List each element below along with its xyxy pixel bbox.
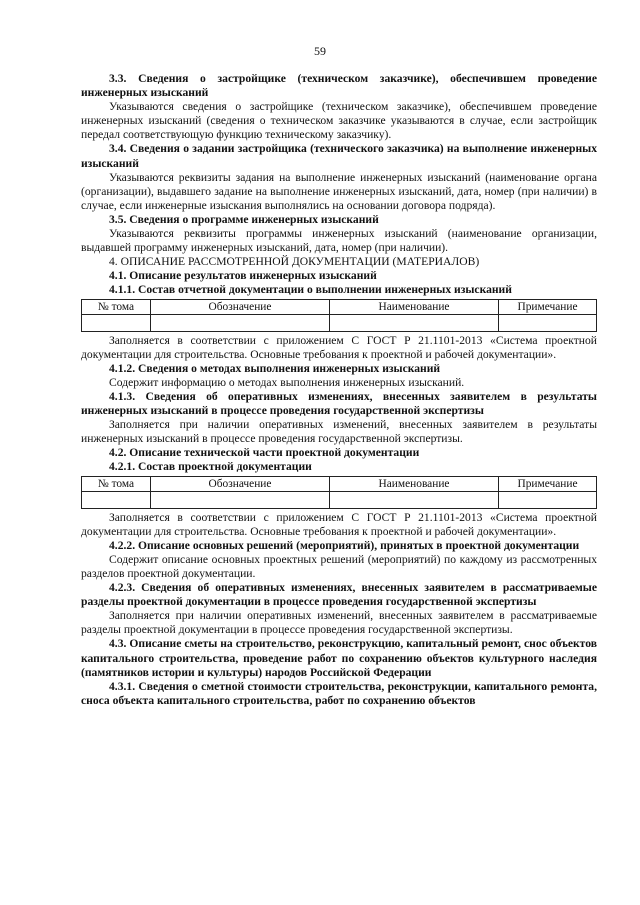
table-cell [499, 491, 597, 508]
heading-4-3: 4.3. Описание сметы на строительство, реконструкцию, капитальный ремонт, снос объектов капитального строительства, проведение работ по сохранению объектов культурного наследия (памятников истории и культуры) народов Российской Федерации [81, 637, 597, 679]
paragraph: Содержит описание основных проектных решений (мероприятий) по каждому из рассмотренных разделов проектной документации. [81, 552, 597, 580]
column-header: Наименование [330, 299, 499, 314]
heading-3-4: 3.4. Сведения о задании застройщика (технического заказчика) на выполнение инженерных изысканий [81, 142, 597, 170]
heading-4-1-1: 4.1.1. Состав отчетной документации о выполнении инженерных изысканий [109, 283, 512, 297]
heading-4-2-1: 4.2.1. Состав проектной документации [109, 460, 312, 474]
design-composition-table [81, 476, 597, 509]
heading-4-1: 4.1. Описание результатов инженерных изысканий [109, 269, 377, 283]
table-cell [82, 314, 151, 331]
column-header: Обозначение [151, 299, 330, 314]
paragraph: Заполняется в соответствии с приложением С ГОСТ Р 21.1101-2013 «Система проектной документации для строительства. Основные требования к проектной и рабочей документации». [81, 510, 597, 538]
heading-3-5: 3.5. Сведения о программе инженерных изысканий [109, 212, 379, 226]
column-header: № тома [82, 476, 151, 491]
heading-4-1-2: 4.1.2. Сведения о методах выполнения инженерных изысканий [109, 361, 441, 375]
column-header: № тома [82, 299, 151, 314]
table-row [82, 314, 597, 331]
paragraph: Заполняется при наличии оперативных изменений, внесенных заявителем в результаты инженерных изысканий в процессе проведения государственной экспертизы. [81, 418, 597, 446]
paragraph: Заполняется при наличии оперативных изменений, внесенных заявителем в рассматриваемые разделы проектной документации в процессе проведения государственной экспертизы. [81, 609, 597, 637]
paragraph: Указываются реквизиты программы инженерных изысканий (наименование организации, выдавшей программу инженерных изысканий, дата, номер (при наличии). [81, 227, 597, 255]
report-composition-table [81, 299, 597, 332]
column-header: Примечание [499, 299, 597, 314]
page-number: 59 [314, 44, 326, 58]
heading-3-3: 3.3. Сведения о застройщике (техническом заказчике), обеспечившем проведение инженерных изысканий [81, 72, 597, 100]
column-header: Примечание [499, 476, 597, 491]
table-cell [151, 314, 330, 331]
heading-4-1-3: 4.1.3. Сведения об оперативных изменениях, внесенных заявителем в результаты инженерных изысканий в процессе проведения государственной экспертизы [81, 389, 597, 418]
table-cell [330, 314, 499, 331]
paragraph: Указываются сведения о застройщике (техническом заказчике), обеспечившем проведение инженерных изысканий (сведения о техническом заказчике указываются в случае, если застройщик передал соответствующую функцию техническому заказчику). [81, 100, 597, 142]
section-heading-4: 4. ОПИСАНИЕ РАССМОТРЕННОЙ ДОКУМЕНТАЦИИ (МАТЕРИАЛОВ) [109, 255, 480, 269]
page-content [81, 72, 597, 708]
heading-4-2-3: 4.2.3. Сведения об оперативных изменениях, внесенных заявителем в рассматриваемые разделы проектной документации в процессе проведения государственной экспертизы [81, 581, 597, 609]
heading-4-2: 4.2. Описание технической части проектной документации [109, 446, 420, 460]
column-header: Наименование [330, 476, 499, 491]
table-cell [82, 491, 151, 508]
paragraph: Заполняется в соответствии с приложением С ГОСТ Р 21.1101-2013 «Система проектной документации для строительства. Основные требования к проектной и рабочей документации». [81, 333, 597, 361]
table-header-row [82, 299, 597, 314]
table-row [82, 491, 597, 508]
table-cell [151, 491, 330, 508]
table-cell [499, 314, 597, 331]
paragraph: Указываются реквизиты задания на выполнение инженерных изысканий (наименование органа (организации), выдавшего задание на выполнение инженерных изысканий, дата, номер (при наличии) в случае, если инженерные изыскания выполнялись на основании договора подряда). [81, 170, 597, 212]
table-cell [330, 491, 499, 508]
heading-4-2-2: 4.2.2. Описание основных решений (мероприятий), принятых в проектной документации [109, 538, 580, 552]
heading-4-3-1: 4.3.1. Сведения о сметной стоимости строительства, реконструкции, капитального ремонта, сноса объекта капитального строительства, работ по сохранению объектов [81, 679, 597, 707]
paragraph: Содержит информацию о методах выполнения инженерных изысканий. [109, 375, 465, 389]
table-header-row [82, 476, 597, 491]
column-header: Обозначение [151, 476, 330, 491]
